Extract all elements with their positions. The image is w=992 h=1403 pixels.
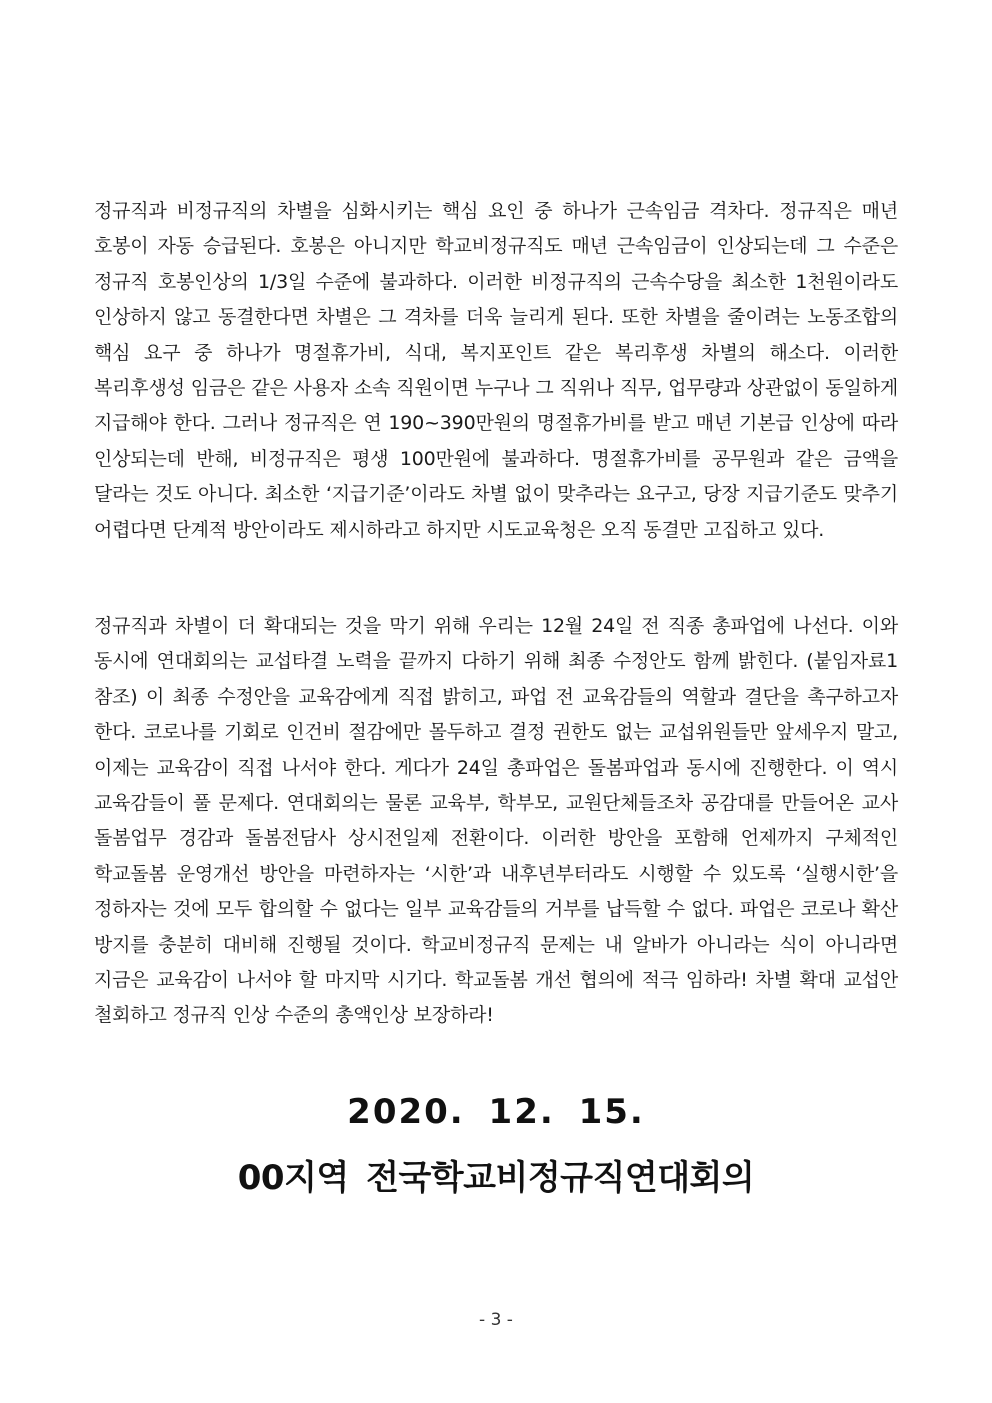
signature-organization: 00지역 전국학교비정규직연대회의 — [237, 1158, 755, 1198]
signature-date: 2020. 12. 15. — [347, 1092, 645, 1132]
body-paragraph-2: 정규직과 차별이 더 확대되는 것을 막기 위해 우리는 12월 24일 전 직종 총파업에 나선다. 이와 동시에 연대회의는 교섭타결 노력을 끝까지 다하기 위해 최종 수정안도 함께 밝힌다. (붙임자료1 참조) 이 최종 수정안을 교육감에게 직접 밝히고, 파업 전 교육감들의 역할과 결단을 촉구하고자 한다. 코로나를 기회로 인건비 절감에만 몰두하고 결정 권한도 없는 교섭위원들만 앞세우지 말고, 이제는 교육감이 직접 나서야 한다. 게다가 24일 총파업은 돌봄파업과 동시에 진행한다. 이 역시 교육감들이 풀 문제다. 연대회의는 물론 교육부, 학부모, 교원단체들조차 공감대를 만들어온 교사 돌봄업무 경감과 돌봄전담사 상시전일제 전환이다. 이러한 방안을 포함해 언제까지 구체적인 학교돌봄 운영개선 방안을 마련하자는 ‘시한’과 내후년부터라도 시행할 수 있도록 ‘실행시한’을 정하자는 것에 모두 합의할 수 없다는 일부 교육감들의 거부를 납득할 수 없다. 파업은 코로나 확산 방지를 충분히 대비해 진행될 것이다. 학교비정규직 문제는 내 알바가 아니라는 식이 아니라면 지금은 교육감이 나서야 할 마지막 시기다. 학교돌봄 개선 협의에 적극 임하라! 차별 확대 교섭안 철회하고 정규직 인상 수준의 총액인상 보장하라! — [94, 615, 898, 1027]
body-paragraph-1: 정규직과 비정규직의 차별을 심화시키는 핵심 요인 중 하나가 근속임금 격차다. 정규직은 매년 호봉이 자동 승급된다. 호봉은 아니지만 학교비정규직도 매년 근속임금이 인상되는데 그 수준은 정규직 호봉인상의 1/3일 수준에 불과하다. 이러한 비정규직의 근속수당을 최소한 1천원이라도 인상하지 않고 동결한다면 차별은 그 격차를 더욱 늘리게 된다. 또한 차별을 줄이려는 노동조합의 핵심 요구 중 하나가 명절휴가비, 식대, 복지포인트 같은 복리후생 차별의 해소다. 이러한 복리후생성 임금은 같은 사용자 소속 직원이면 누구나 그 직위나 직무, 업무량과 상관없이 동일하게 지급해야 한다. 그러나 정규직은 연 190~390만원의 명절휴가비를 받고 매년 기본급 인상에 따라 인상되는데 반해, 비정규직은 평생 100만원에 불과하다. 명절휴가비를 공무원과 같은 금액을 달라는 것도 아니다. 최소한 ‘지급기준’이라도 차별 없이 맞추라는 요구고, 당장 지급기준도 맞추기 어렵다면 단계적 방안이라도 제시하라고 하지만 시도교육청은 오직 동결만 고집하고 있다. — [94, 200, 898, 541]
page-number: - 3 - — [479, 1310, 513, 1330]
